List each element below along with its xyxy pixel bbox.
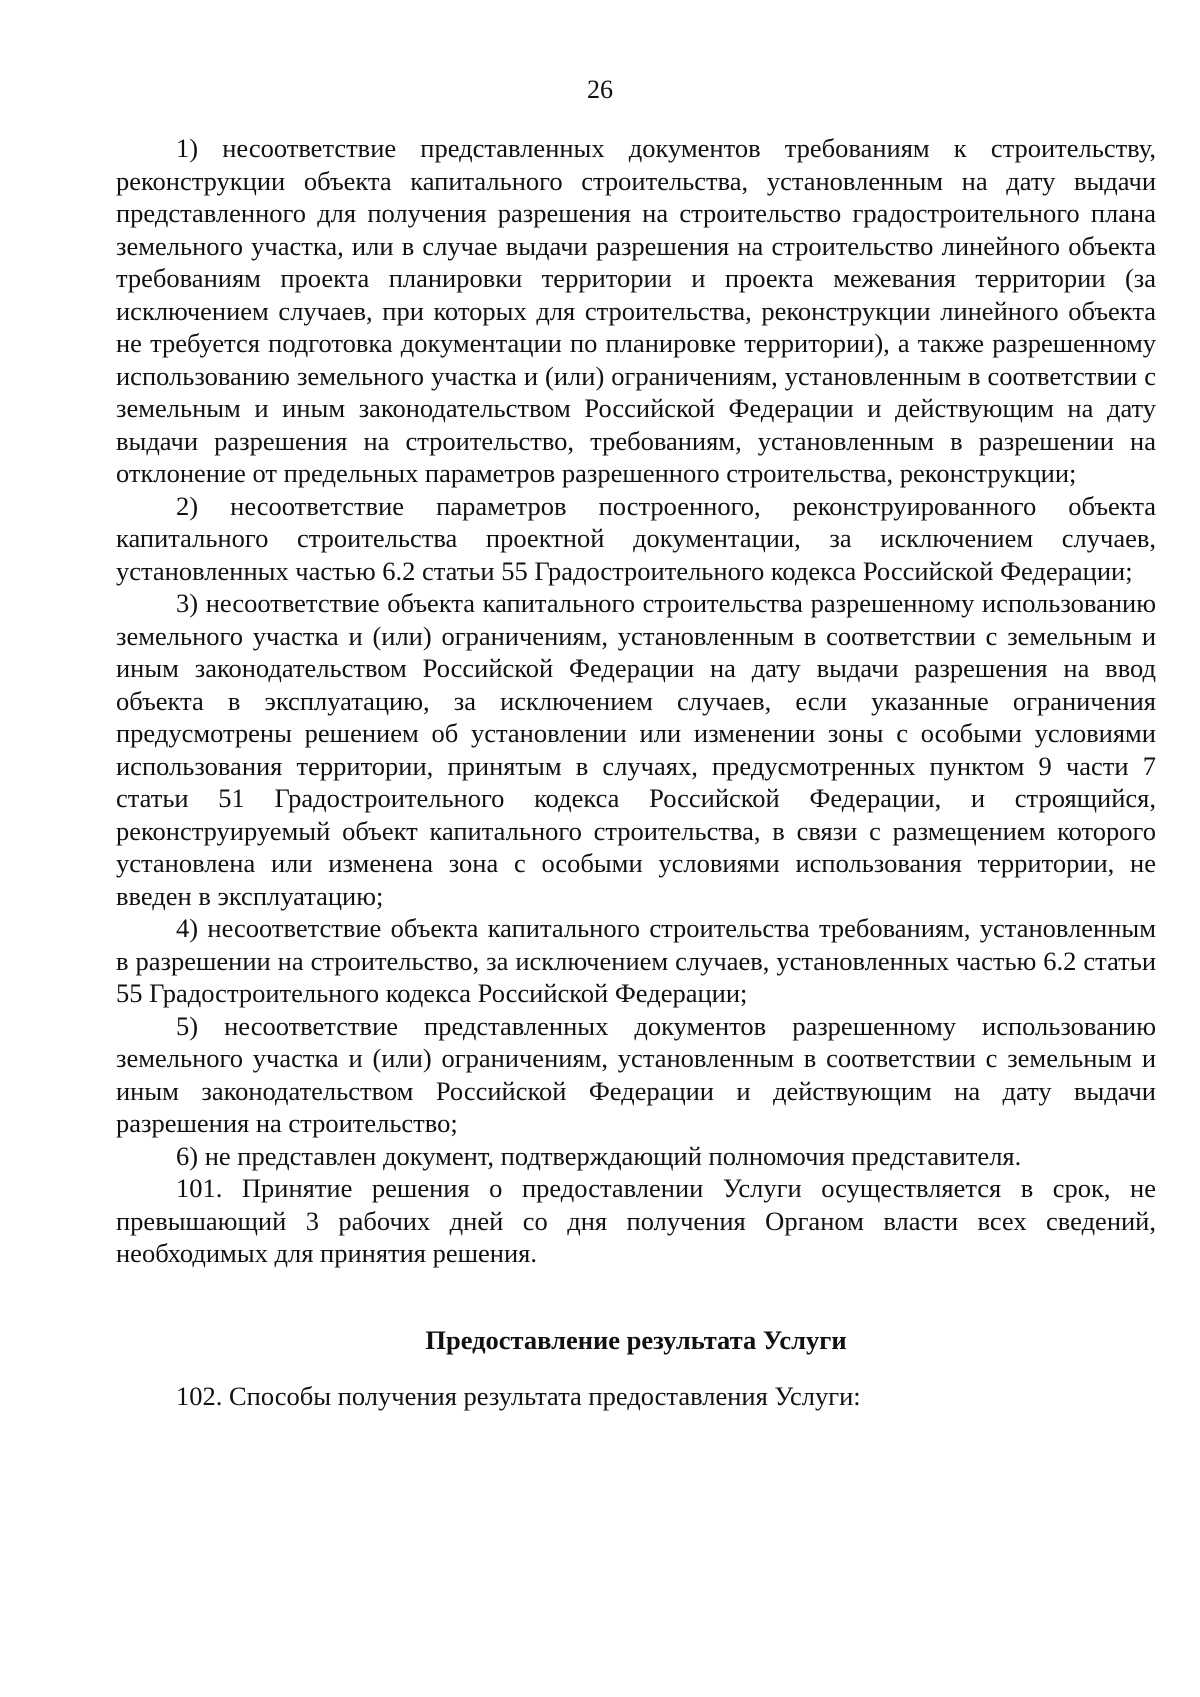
paragraph-item-6: 6) не представлен документ, подтверждающий полномочия представителя. [176, 1140, 1022, 1171]
section-heading: Предоставление результата Услуги [425, 1324, 847, 1355]
paragraph-item-1: 1) несоответствие представленных документов требованиям к строительству, реконструкции объекта капитального строительства, установленным на дату выдачи представленного для получения разрешения на строительство градостроительного плана земельного участка, или в случае выдачи разрешения на строительство линейного объекта требованиям проекта планировки территории и проекта межевания территории (за исключением случаев, при которых для строительства, реконструкции линейного объекта не требуется подготовка документации по планировке территории), а также разрешенному использованию земельного участка и (или) ограничениям, установленным в соответствии с земельным и иным законодательством Российской Федерации и действующим на дату выдачи разрешения на строительство, требованиям, установленным в разрешении на отклонение от предельных параметров разрешенного строительства, реконструкции; [116, 133, 1156, 488]
paragraph-item-5: 5) несоответствие представленных документов разрешенному использованию земельного участка и (или) ограничениям, установленным в соответствии с земельным и иным законодательством Российской Федерации и действующим на дату выдачи разрешения на строительство; [116, 1010, 1156, 1138]
paragraph-item-4: 4) несоответствие объекта капитального строительства требованиям, установленным в разрешении на строительство, за исключением случаев, установленных частью 6.2 статьи 55 Градостроительного кодекса Российской Федерации; [116, 913, 1156, 1008]
paragraph-item-2: 2) несоответствие параметров построенного, реконструированного объекта капитального строительства проектной документации, за исключением случаев, установленных частью 6.2 статьи 55 Градостроительного кодекса Российской Федерации; [116, 490, 1156, 586]
page-number: 26 [587, 75, 613, 104]
paragraph-clause-101: 101. Принятие решения о предоставлении Услуги осуществляется в срок, не превышающий 3 рабочих дней со дня получения Органом власти всех сведений, необходимых для принятия решения. [116, 1173, 1156, 1268]
document-body [116, 132, 1156, 1413]
paragraph-clause-102: 102. Способы получения результата предоставления Услуги: [176, 1381, 861, 1411]
paragraph-item-3: 3) несоответствие объекта капитального строительства разрешенному использованию земельного участка и (или) ограничениям, установленным в соответствии с земельным и иным законодательством Российской Федерации на дату выдачи разрешения на ввод объекта в эксплуатацию, за исключением случаев, если указанные ограничения предусмотрены решением об установлении или изменении зоны с особыми условиями использования территории, принятым в случаях, предусмотренных пунктом 9 части 7 статьи 51 Градостроительного кодекса Российской Федерации, и строящийся, реконструируемый объект капитального строительства, в связи с размещением которого установлена или изменена зона с особыми условиями использования территории, не введен в эксплуатацию; [116, 588, 1156, 911]
